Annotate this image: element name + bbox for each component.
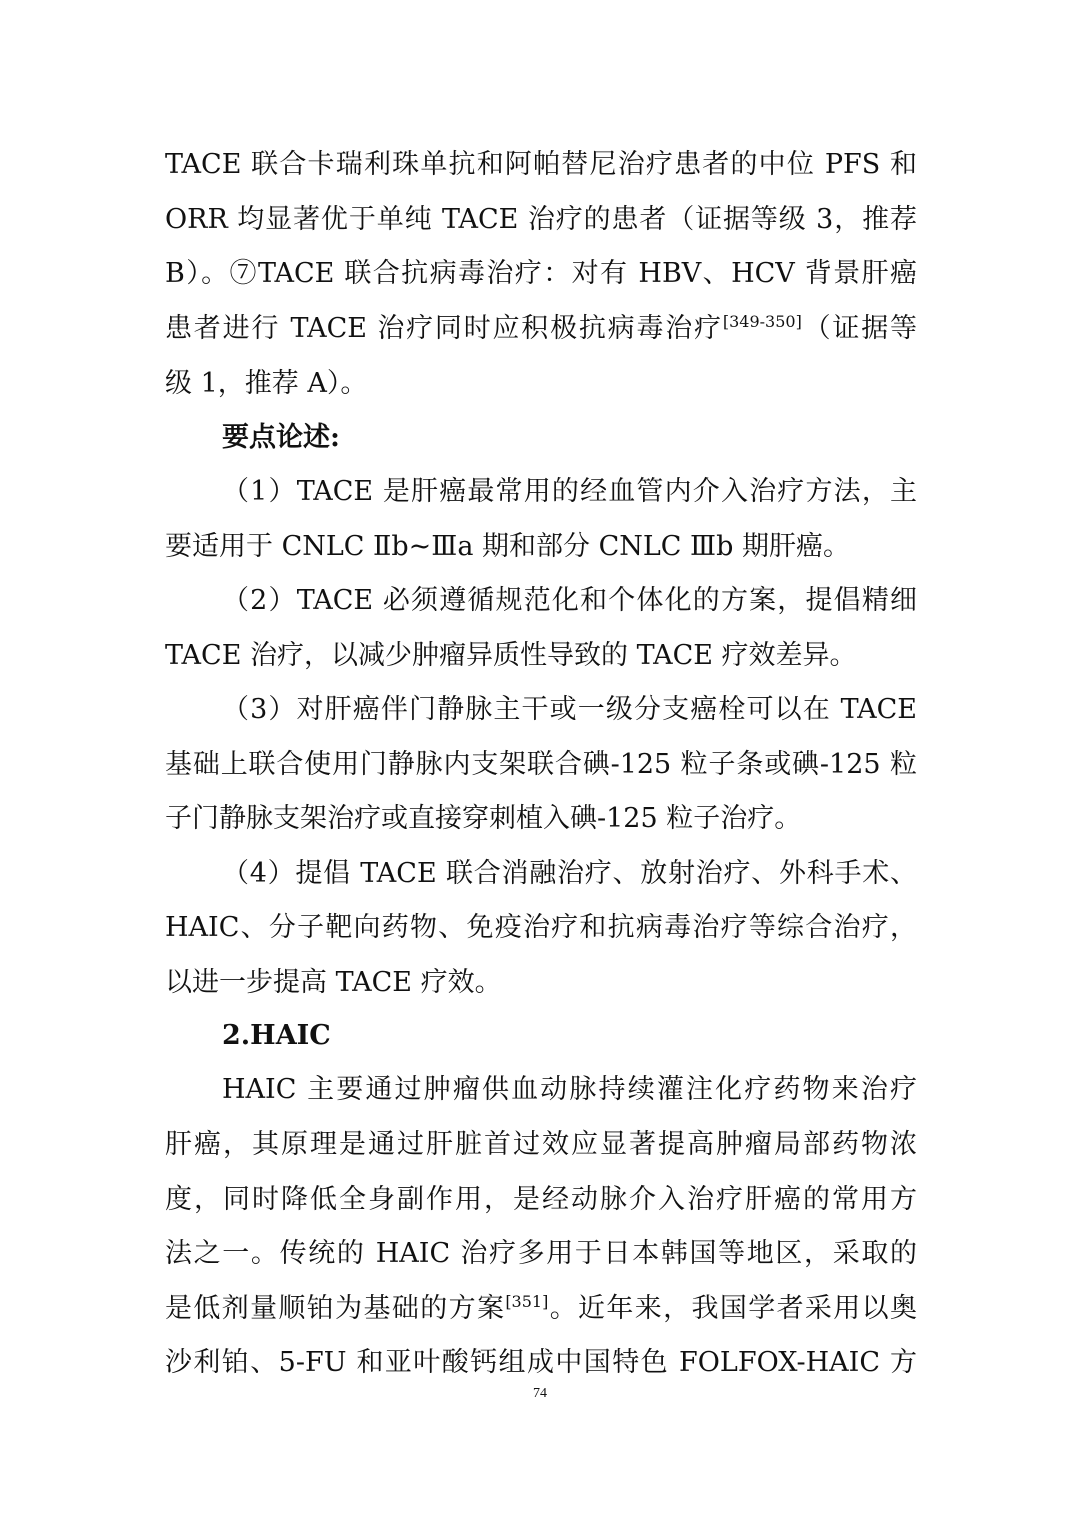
- text-line: B）。⑦TACE 联合抗病毒治疗：对有 HBV、HCV 背景肝癌: [165, 258, 917, 289]
- text-line: [165, 309, 917, 349]
- citation: [351]: [505, 1292, 549, 1311]
- section-heading-haic: 2.HAIC: [222, 1020, 331, 1051]
- list-item-line: （3）对肝癌伴门静脉主干或一级分支癌栓可以在 TACE: [222, 694, 917, 725]
- text-line: 级 1，推荐 A）。: [165, 368, 368, 399]
- list-item-line: （1）TACE 是肝癌最常用的经血管内介入治疗方法，主: [222, 476, 917, 507]
- text-line: [165, 1289, 917, 1329]
- list-item-line: 以进一步提高 TACE 疗效。: [165, 967, 502, 998]
- page-number: 74: [533, 1386, 547, 1401]
- list-item-line: 要适用于 CNLC Ⅱb~Ⅲa 期和部分 CNLC Ⅲb 期肝癌。: [165, 531, 850, 562]
- text-segment: 。近年来，我国学者采用以奥: [548, 1293, 917, 1324]
- text-line: 法之一。传统的 HAIC 治疗多用于日本韩国等地区，采取的: [165, 1238, 917, 1269]
- list-item-line: （2）TACE 必须遵循规范化和个体化的方案，提倡精细: [222, 585, 917, 616]
- list-item-line: 基础上联合使用门静脉内支架联合碘-125 粒子条或碘-125 粒: [165, 749, 917, 780]
- text-line: HAIC 主要通过肿瘤供血动脉持续灌注化疗药物来治疗: [222, 1074, 917, 1105]
- list-item-line: HAIC、分子靶向药物、免疫治疗和抗病毒治疗等综合治疗，: [165, 912, 917, 943]
- text-segment: 是低剂量顺铂为基础的方案: [165, 1293, 506, 1324]
- citation: [349-350]: [722, 312, 802, 331]
- text-line: 沙利铂、5-FU 和亚叶酸钙组成中国特色 FOLFOX-HAIC 方: [165, 1347, 917, 1378]
- text-line: TACE 联合卡瑞利珠单抗和阿帕替尼治疗患者的中位 PFS 和: [165, 149, 917, 180]
- list-item-line: 子门静脉支架治疗或直接穿刺植入碘-125 粒子治疗。: [165, 803, 802, 834]
- list-item-line: （4）提倡 TACE 联合消融治疗、放射治疗、外科手术、: [222, 858, 917, 889]
- text-line: 度，同时降低全身副作用，是经动脉介入治疗肝癌的常用方: [165, 1184, 917, 1215]
- section-heading-key-points: 要点论述:: [222, 422, 340, 453]
- text-segment: 患者进行 TACE 治疗同时应积极抗病毒治疗: [165, 313, 723, 344]
- text-line: 肝癌，其原理是通过肝脏首过效应显著提高肿瘤局部药物浓: [165, 1129, 917, 1160]
- text-line: ORR 均显著优于单纯 TACE 治疗的患者（证据等级 3，推荐: [165, 204, 917, 235]
- text-segment: （证据等: [801, 313, 917, 344]
- list-item-line: TACE 治疗，以减少肿瘤异质性导致的 TACE 疗效差异。: [165, 640, 857, 671]
